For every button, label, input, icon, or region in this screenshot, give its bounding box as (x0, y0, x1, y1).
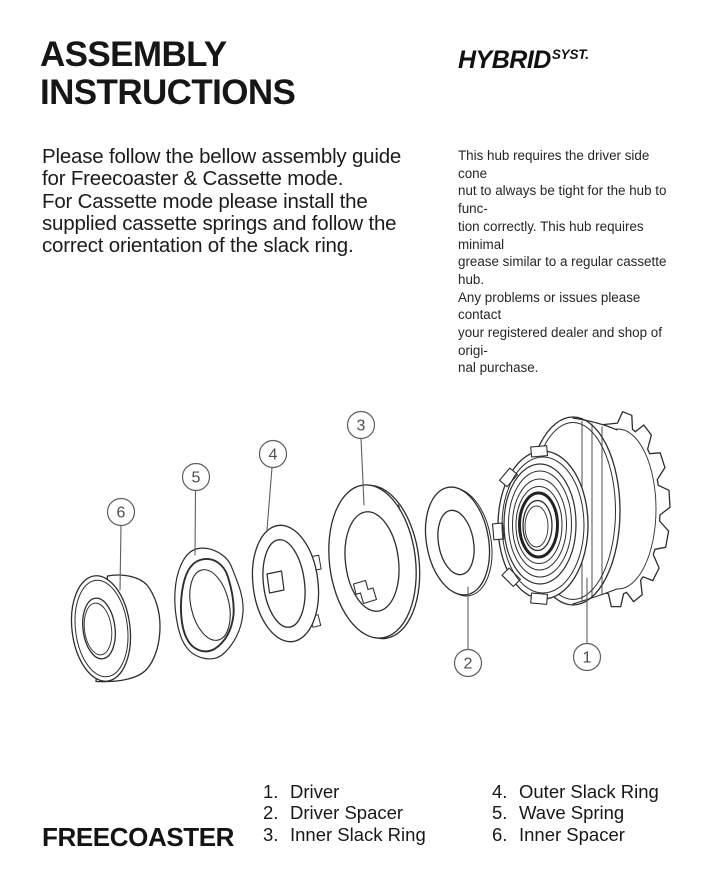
legend-item (263, 824, 426, 845)
legend-column-2 (492, 781, 659, 845)
note-line: tion correctly. This hub requires minimal (458, 218, 644, 252)
intro-line: For Cassette mode please install the (42, 189, 368, 213)
legend-item (263, 781, 426, 802)
svg-text:6: 6 (116, 504, 126, 522)
intro-line: Please follow the bellow assembly guide (42, 145, 402, 168)
legend-item (492, 802, 659, 823)
callout-3 (348, 412, 375, 439)
callout-4 (260, 441, 287, 468)
legend-item-label: Inner Slack Ring (290, 823, 426, 845)
svg-text:4: 4 (268, 446, 278, 464)
callout-2 (455, 650, 482, 677)
intro-line: correct orientation of the slack ring. (42, 234, 354, 258)
note-line: grease similar to a regular cassette hub. (458, 254, 667, 287)
brand-logo (458, 46, 589, 75)
note-line: nal purchase. (458, 360, 539, 376)
legend-item-label: Inner Spacer (519, 823, 625, 845)
legend-item-label: Wave Spring (519, 802, 625, 824)
note-line: This hub requires the driver side cone (458, 148, 650, 181)
brand-name: HYBRID (458, 46, 551, 74)
part-inner-slack-ring (320, 480, 428, 644)
page-title-line1: ASSEMBLY (40, 35, 227, 74)
legend-item-number: 2. (263, 802, 279, 824)
brand-suffix: SYST. (551, 47, 589, 62)
part-outer-slack-ring (246, 521, 325, 645)
side-note (458, 147, 676, 377)
part-inner-spacer (66, 572, 160, 684)
legend-item-number: 4. (492, 781, 508, 802)
note-line: Any problems or issues please contact (458, 289, 641, 323)
legend-item-number: 5. (492, 802, 508, 824)
callout-5 (183, 464, 210, 491)
legend-item-number: 3. (263, 823, 279, 845)
legend-item-number: 1. (263, 781, 279, 802)
callout-6 (108, 499, 135, 526)
intro-paragraph (42, 146, 401, 257)
mode-label: FREECOASTER (42, 822, 235, 852)
legend-item-label: Driver (290, 781, 340, 802)
part-driver (493, 412, 670, 607)
part-driver-spacer (418, 482, 500, 601)
note-line: nut to always be tight for the hub to func- (458, 183, 667, 217)
legend-item-label: Outer Slack Ring (519, 781, 659, 802)
legend-item (492, 824, 659, 845)
part-wave-spring (175, 548, 243, 659)
intro-line: supplied cassette springs and follow the (42, 211, 397, 235)
legend-item (263, 802, 426, 823)
svg-text:5: 5 (191, 469, 201, 487)
legend-column-1 (263, 781, 426, 845)
callout-1 (574, 644, 601, 671)
note-line: your registered dealer and shop of origi- (458, 325, 662, 358)
svg-text:2: 2 (463, 655, 473, 673)
legend-item (492, 781, 659, 802)
intro-line: for Freecoaster & Cassette mode. (42, 167, 344, 191)
legend-item-label: Driver Spacer (290, 802, 404, 824)
legend-item-number: 6. (492, 823, 508, 845)
page-title-line2: INSTRUCTIONS (40, 73, 296, 112)
svg-text:1: 1 (582, 649, 592, 667)
page-title (40, 36, 295, 112)
svg-text:3: 3 (356, 417, 366, 435)
exploded-diagram (0, 393, 720, 723)
